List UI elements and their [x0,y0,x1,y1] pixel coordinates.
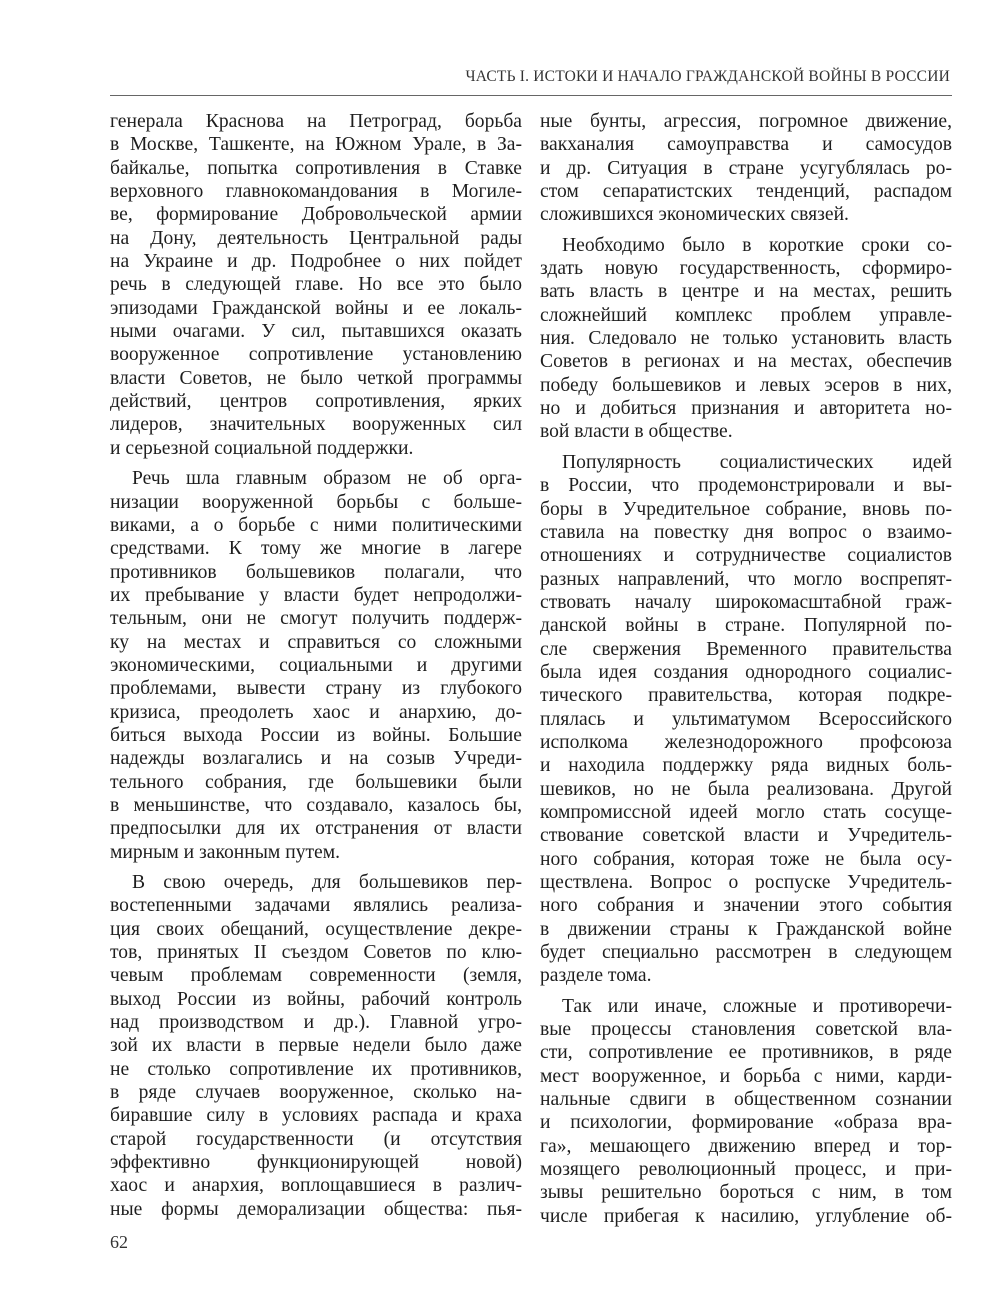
text-line: генерала Краснова на Петроград, борьба [110,111,522,132]
text-line: тов, принятых II съездом Советов по клю- [110,942,522,964]
text-line: на Украине и др. Подробнее о них пойдет [110,251,522,273]
text-line: тического правительства, которая подкре- [540,685,952,707]
text-line: власти Советов, не было четкой программы [110,367,522,389]
text-line: действий, центров сопротивления, ярких [110,391,522,413]
text-line: и психологии, формирование «образа вра- [540,1112,952,1134]
paragraph [110,110,522,460]
text-line: здать новую государственность, сформиро- [540,258,952,280]
text-line: в Москве, Ташкенте, на Южном Урале, в За- [110,134,522,156]
text-line: разделе тома. [540,965,652,987]
text-line: биться выхода России из войны. Большие [110,724,522,746]
text-line: в движении страны к Гражданской войне [540,918,952,940]
text-line: ве, формирование Добровольческой армии [110,204,522,226]
text-line: кризиса, преодолеть хаос и анархию, до- [110,701,522,723]
text-line: не столько сопротивление их противников, [110,1058,522,1080]
text-line: компромиссной идеей могло стать сосуще- [540,801,952,823]
text-line: ствование советской власти и Учредитель- [540,825,952,847]
text-line: плялась и ультиматумом Всероссийского [540,708,952,730]
text-line: хаос и анархия, воплощавшиеся в различ- [110,1175,522,1197]
text-line: речь в следующей главе. Но все это было [110,274,522,296]
text-line: эффективно функционирующей новой) [110,1152,522,1174]
text-line: зывы решительно бороться с ним, в том [540,1182,952,1204]
text-line: боры в Учредительное собрание, вновь по- [540,498,952,520]
right-column [540,110,952,1235]
text-line: стом сепаратистских тенденций, распадом [540,181,952,203]
text-line: в меньшинстве, что создавало, казалось бы, [110,794,522,816]
text-line: тельным, они не смогут получить поддерж- [110,608,522,630]
text-line: противников большевиков полагали, что [110,561,522,583]
text-line: данской войны в стране. Популярной по- [540,615,952,637]
text-line: В свою очередь, для большевиков пер- [132,872,522,893]
text-line: ными очагами. У сил, пытавшихся оказать [110,321,522,343]
text-line: над производством и др.). Главной угро- [110,1012,522,1034]
text-line: га», мешающего движению вперед и тор- [540,1135,952,1157]
text-line: шевиков, но не была реализована. Другой [540,778,952,800]
text-line: сложившихся экономических связей. [540,204,849,226]
text-line: и др. Ситуация в стране усугублялась ро- [540,157,952,179]
paragraph [540,995,952,1228]
text-line: вой власти в обществе. [540,421,733,443]
text-line: нальные сдвиги в общественном сознании [540,1089,952,1111]
text-line: мест вооруженное, и борьба с ними, карди- [540,1065,952,1087]
text-line: предпосылки для их отстранения от власти [110,818,522,840]
text-line: Советов в регионах и на местах, обеспечив [540,351,952,373]
text-line: в ряде случаев вооруженное, сколько на- [110,1082,522,1104]
text-line: числе прибегая к насилию, углубление об- [540,1205,952,1227]
text-line: востепенными задачами являлись реализа- [110,895,522,917]
text-line: будет специально рассмотрен в следующем [540,942,952,964]
text-line: но и добиться признания и авторитета но- [540,398,952,420]
text-line: надежды возлагались и на созыв Учреди- [110,748,522,770]
text-line: эпизодами Гражданской войны и ее локаль- [110,297,522,319]
text-line: мирным и законным путем. [110,841,341,863]
text-line: их пребывание у власти будет непродолжи- [110,584,522,606]
text-line: ные бунты, агрессия, погромное движение, [540,111,952,132]
text-line: и находила поддержку ряда видных боль- [540,755,952,777]
header-rule [110,95,952,96]
text-line: байкалье, попытка сопротивления в Ставке [110,157,522,179]
text-line: зой их власти в первые недели было даже [110,1035,522,1057]
text-line: биравшие силу в условиях распада и краха [110,1105,522,1127]
text-line: вакханалия самоуправства и самосудов [540,134,952,156]
text-line: ные формы деморализации общества: пья- [110,1198,522,1220]
text-line: была идея создания однородного социалис- [540,661,952,683]
text-line: ния. Следовало не только установить власть [540,328,952,350]
text-line: Необходимо было в короткие сроки со- [562,234,952,256]
text-line: исполкома железнодорожного профсоюза [540,731,952,753]
text-line: вооруженное сопротивление установлению [110,344,522,366]
text-line: ствовать началу широкомасштабной граж- [540,591,952,613]
text-line: верховного главнокомандования в Могиле- [110,181,522,203]
text-line: выход России из войны, рабочий контроль [110,988,522,1010]
text-line: Популярность социалистических идей [562,451,952,473]
text-line: на Дону, деятельность Центральной рады [110,227,522,249]
page-number: 62 [110,1232,128,1252]
text-line: победу большевиков и левых эсеров в них, [540,374,952,396]
text-line: сле свержения Временного правительства [540,638,952,660]
paragraph [540,234,952,444]
text-line: вать власть в центре и на местах, решить [540,281,952,303]
text-line: старой государственности (и отсутствия [110,1128,522,1150]
text-line: ку на местах и справиться со сложными [110,631,522,653]
text-line: вые процессы становления советской вла- [540,1019,952,1041]
text-line: Так или иначе, сложные и противоречи- [562,995,952,1017]
text-line: экономическими, социальными и другими [110,654,522,676]
text-line: и серьезной социальной поддержки. [110,437,414,459]
text-line: Речь шла главным образом не об орга- [132,468,522,490]
paragraph [110,871,522,1221]
text-line: ного собрания и значении этого события [540,895,952,917]
paragraph [540,451,952,988]
paragraph [540,110,952,227]
text-line: лидеров, значительных вооруженных сил [110,414,522,436]
text-line: ществлена. Вопрос о роспуске Учредитель- [540,872,952,893]
text-line: ция своих обещаний, осуществление декре- [110,918,522,940]
text-line: разных направлений, что могло воспрепят- [540,568,952,590]
text-line: ного собрания, которая тоже не была осу- [540,848,952,870]
text-line: в России, что продемонстрировали и вы- [540,475,952,497]
left-column [110,110,522,1228]
running-header: ЧАСТЬ I. ИСТОКИ И НАЧАЛО ГРАЖДАНСКОЙ ВОЙНЫ В РОССИИ [465,68,950,85]
text-line: тельного собрания, где большевики были [110,771,522,793]
text-line: низации вооруженной борьбы с больше- [110,491,522,513]
text-line: виками, а о борьбе с ними политическими [110,514,522,536]
text-line: отношениях и сотрудничестве социалистов [540,545,952,567]
text-line: мозящего революционный процесс, и при- [540,1159,952,1181]
text-line: средствами. К тому же многие в лагере [110,538,522,560]
text-line: сложнейший комплекс проблем управле- [540,304,952,326]
text-line: проблемами, вывести страну из глубокого [110,678,522,700]
paragraph [110,467,522,864]
text-line: ставила на повестку дня вопрос о взаимо- [540,521,952,543]
text-line: сти, сопротивление ее противников, в ряде [540,1042,952,1064]
text-line: чевым проблемам современности (земля, [110,965,522,987]
